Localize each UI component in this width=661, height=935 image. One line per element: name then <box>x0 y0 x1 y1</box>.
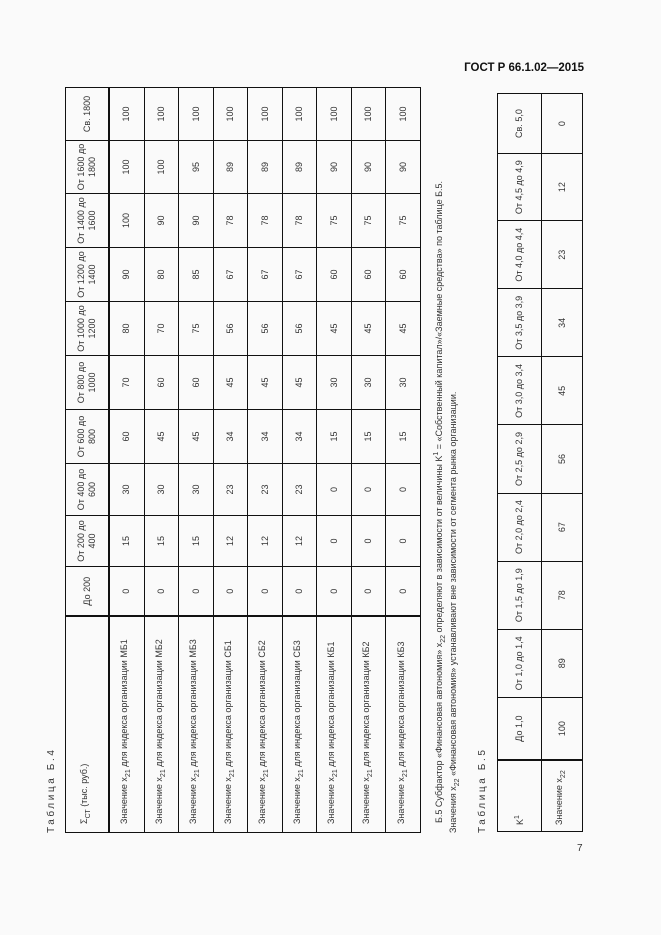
cell: 95 <box>179 141 214 194</box>
row-label: Значение $x_{21}$ для индекса организации СБ3 <box>282 617 317 833</box>
cell: 45 <box>351 302 386 356</box>
column-header: От 1000 до 1200 <box>66 302 109 356</box>
cell: 12 <box>542 154 583 221</box>
cell: 45 <box>179 410 214 464</box>
cell: 45 <box>542 357 583 425</box>
cell: 34 <box>282 410 317 464</box>
table-row <box>542 94 583 832</box>
table-row <box>317 88 352 833</box>
cell: 90 <box>351 141 386 194</box>
cell: 0 <box>351 516 386 567</box>
table-b4-caption: Таблица Б.4 <box>46 747 57 833</box>
row-label: Значение $x_{22}$ <box>542 760 583 831</box>
cell: 23 <box>213 464 248 516</box>
cell: 75 <box>351 194 386 248</box>
column-header: От 1600 до 1800 <box>66 141 109 194</box>
cell: 89 <box>248 141 283 194</box>
cell: 0 <box>317 516 352 567</box>
column-header: От 800 до 1000 <box>66 356 109 410</box>
cell: 15 <box>317 410 352 464</box>
column-header: От 200 до 400 <box>66 516 109 567</box>
row-label: Значение $x_{21}$ для индекса организации МБ2 <box>144 617 179 833</box>
cell: 70 <box>144 302 179 356</box>
table-row <box>213 88 248 833</box>
cell: 100 <box>109 88 145 141</box>
cell: 15 <box>144 516 179 567</box>
cell: 12 <box>213 516 248 567</box>
cell: 23 <box>282 464 317 516</box>
cell: 89 <box>542 629 583 697</box>
column-header: От 1,0 до 1,4 <box>498 629 542 697</box>
cell: 56 <box>213 302 248 356</box>
cell: 30 <box>144 464 179 516</box>
column-header: От 1400 до 1600 <box>66 194 109 248</box>
cell: 56 <box>282 302 317 356</box>
cell: 0 <box>386 464 421 516</box>
column-header: От 1,5 до 1,9 <box>498 561 542 629</box>
cell: 0 <box>317 567 352 617</box>
table-b5-corner: $K^1$ <box>498 760 542 831</box>
cell: 45 <box>213 356 248 410</box>
cell: 15 <box>351 410 386 464</box>
cell: 45 <box>282 356 317 410</box>
cell: 80 <box>144 248 179 302</box>
table-b5 <box>497 93 583 832</box>
cell: 60 <box>109 410 145 464</box>
cell: 80 <box>109 302 145 356</box>
cell: 100 <box>109 194 145 248</box>
cell: 100 <box>144 141 179 194</box>
cell: 23 <box>248 464 283 516</box>
cell: 56 <box>542 425 583 493</box>
cell: 67 <box>542 493 583 561</box>
cell: 100 <box>213 88 248 141</box>
row-label: Значение $x_{21}$ для индекса организации МБ1 <box>109 617 145 833</box>
cell: 89 <box>213 141 248 194</box>
note-b5-line2: Значения $x_{22}$ «Финансовая автономия» устанавливают вне зависимости от сегмента рынка организации. <box>448 391 461 833</box>
column-header: От 2,5 до 2,9 <box>498 425 542 493</box>
cell: 30 <box>317 356 352 410</box>
column-header: До 200 <box>66 567 109 617</box>
cell: 100 <box>317 88 352 141</box>
cell: 100 <box>542 697 583 760</box>
cell: 0 <box>144 567 179 617</box>
note-b5-line1: Б.5 Субфактор «Финансовая автономия» $x_{22}$ определяют в зависимости от величины $K^1$ = «Собственный капитал»/«Заемные средства» по таблице Б.5. <box>433 181 447 823</box>
cell: 12 <box>282 516 317 567</box>
table-row <box>351 88 386 833</box>
cell: 67 <box>248 248 283 302</box>
cell: 100 <box>386 88 421 141</box>
cell: 0 <box>351 567 386 617</box>
cell: 0 <box>542 94 583 154</box>
column-header: До 1,0 <box>498 697 542 760</box>
cell: 100 <box>351 88 386 141</box>
cell: 34 <box>248 410 283 464</box>
cell: 75 <box>386 194 421 248</box>
standard-designation: ГОСТ Р 66.1.02—2015 <box>464 62 584 74</box>
cell: 100 <box>248 88 283 141</box>
column-header: Св. 1800 <box>66 88 109 141</box>
cell: 34 <box>542 289 583 357</box>
cell: 67 <box>213 248 248 302</box>
cell: 45 <box>317 302 352 356</box>
cell: 90 <box>144 194 179 248</box>
row-label: Значение $x_{21}$ для индекса организации КБ1 <box>317 617 352 833</box>
cell: 45 <box>386 302 421 356</box>
cell: 30 <box>179 464 214 516</box>
cell: 90 <box>179 194 214 248</box>
table-row <box>248 88 283 833</box>
table-row <box>386 88 421 833</box>
cell: 100 <box>109 141 145 194</box>
cell: 60 <box>386 248 421 302</box>
cell: 70 <box>109 356 145 410</box>
cell: 15 <box>179 516 214 567</box>
cell: 0 <box>248 567 283 617</box>
cell: 78 <box>248 194 283 248</box>
cell: 100 <box>282 88 317 141</box>
cell: 0 <box>351 464 386 516</box>
cell: 78 <box>213 194 248 248</box>
cell: 100 <box>144 88 179 141</box>
table-b4-corner: $\Sigma_{СТ}$ (тыс. руб.) <box>66 617 109 833</box>
cell: 75 <box>317 194 352 248</box>
cell: 45 <box>248 356 283 410</box>
cell: 0 <box>179 567 214 617</box>
column-header: От 4,0 до 4,4 <box>498 221 542 289</box>
table-b5-caption: Таблица Б.5 <box>477 747 488 833</box>
cell: 34 <box>213 410 248 464</box>
cell: 60 <box>179 356 214 410</box>
cell: 15 <box>386 410 421 464</box>
page-number: 7 <box>577 843 583 854</box>
column-header: От 3,0 до 3,4 <box>498 357 542 425</box>
cell: 75 <box>179 302 214 356</box>
row-label: Значение $x_{21}$ для индекса организации СБ2 <box>248 617 283 833</box>
cell: 78 <box>542 561 583 629</box>
column-header: Св. 5,0 <box>498 94 542 154</box>
column-header: От 4,5 до 4,9 <box>498 154 542 221</box>
table-b4 <box>65 87 421 833</box>
row-label: Значение $x_{21}$ для индекса организации СБ1 <box>213 617 248 833</box>
table-b4-header-row <box>66 88 109 833</box>
cell: 45 <box>144 410 179 464</box>
cell: 90 <box>317 141 352 194</box>
table-row <box>179 88 214 833</box>
cell: 30 <box>386 356 421 410</box>
cell: 89 <box>282 141 317 194</box>
cell: 23 <box>542 221 583 289</box>
cell: 0 <box>386 567 421 617</box>
column-header: От 600 до 800 <box>66 410 109 464</box>
row-label: Значение $x_{21}$ для индекса организации КБ2 <box>351 617 386 833</box>
table-row <box>144 88 179 833</box>
table-row <box>109 88 145 833</box>
table-row <box>282 88 317 833</box>
cell: 67 <box>282 248 317 302</box>
cell: 0 <box>282 567 317 617</box>
cell: 100 <box>179 88 214 141</box>
cell: 12 <box>248 516 283 567</box>
cell: 90 <box>386 141 421 194</box>
table-b5-header-row <box>498 94 542 832</box>
column-header: От 2,0 до 2,4 <box>498 493 542 561</box>
cell: 60 <box>351 248 386 302</box>
column-header: От 3,5 до 3,9 <box>498 289 542 357</box>
cell: 78 <box>282 194 317 248</box>
row-label: Значение $x_{21}$ для индекса организации МБ3 <box>179 617 214 833</box>
cell: 0 <box>109 567 145 617</box>
cell: 85 <box>179 248 214 302</box>
cell: 0 <box>317 464 352 516</box>
cell: 0 <box>213 567 248 617</box>
cell: 15 <box>109 516 145 567</box>
cell: 0 <box>386 516 421 567</box>
cell: 56 <box>248 302 283 356</box>
cell: 60 <box>144 356 179 410</box>
column-header: От 400 до 600 <box>66 464 109 516</box>
row-label: Значение $x_{21}$ для индекса организации КБ3 <box>386 617 421 833</box>
cell: 30 <box>351 356 386 410</box>
cell: 30 <box>109 464 145 516</box>
cell: 90 <box>109 248 145 302</box>
cell: 60 <box>317 248 352 302</box>
column-header: От 1200 до 1400 <box>66 248 109 302</box>
